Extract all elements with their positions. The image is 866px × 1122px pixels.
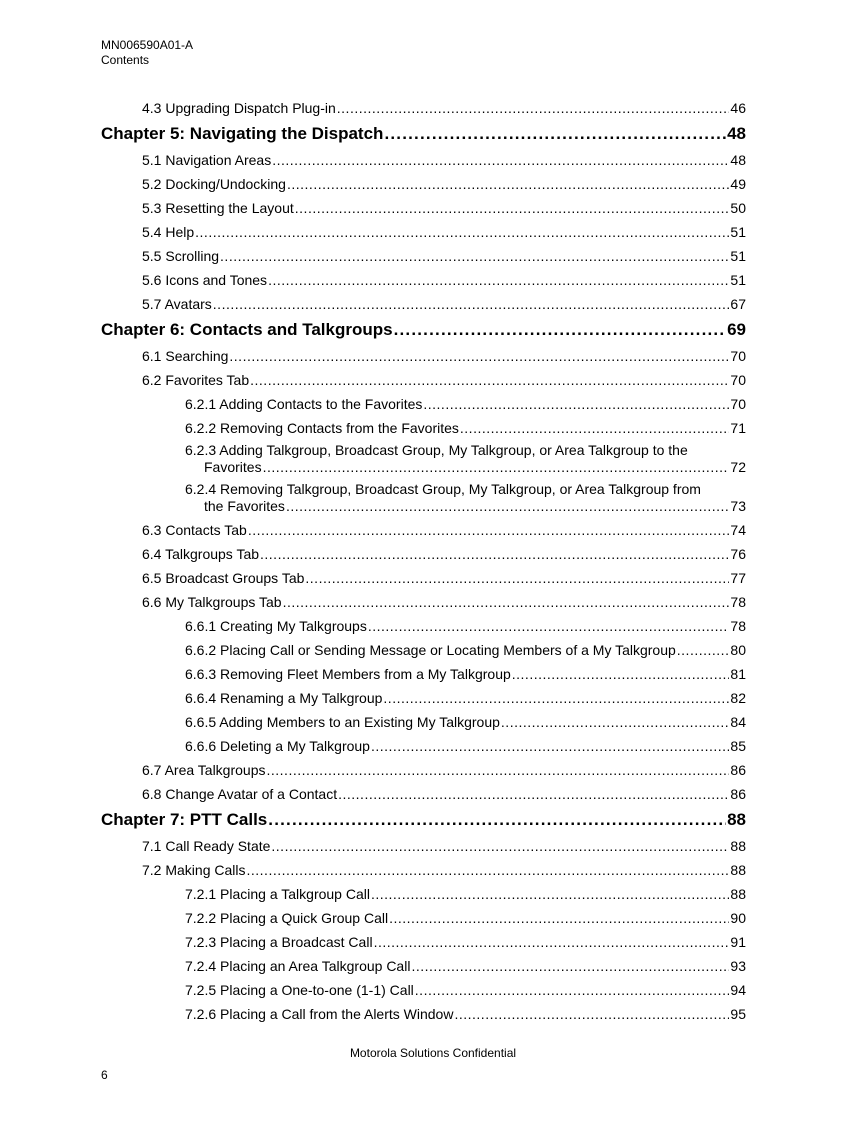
toc-entry-page: 73 bbox=[730, 498, 746, 514]
toc-entry[interactable] bbox=[101, 365, 746, 389]
toc-entry-page: 80 bbox=[730, 642, 746, 658]
toc-entry[interactable] bbox=[101, 563, 746, 587]
toc-entry-title: 6.2.4 Removing Talkgroup, Broadcast Group, My Talkgroup, or Area Talkgroup from bbox=[185, 481, 701, 497]
dot-leader bbox=[195, 223, 729, 241]
toc-entry[interactable] bbox=[101, 193, 746, 217]
toc-entry[interactable] bbox=[101, 707, 746, 731]
dot-leader bbox=[248, 521, 730, 539]
toc-entry[interactable] bbox=[101, 217, 746, 241]
toc-entry[interactable] bbox=[101, 515, 746, 539]
toc-entry-title: 7.2.4 Placing an Area Talkgroup Call bbox=[185, 958, 411, 974]
toc-entry[interactable] bbox=[101, 145, 746, 169]
dot-leader bbox=[272, 151, 729, 169]
toc-entry-title: 6.2.2 Removing Contacts from the Favorites bbox=[185, 420, 459, 436]
toc-entry[interactable] bbox=[101, 635, 746, 659]
toc-entry-title: 5.1 Navigation Areas bbox=[142, 152, 272, 168]
toc-entry-page: 70 bbox=[730, 348, 746, 364]
toc-entry-page: 81 bbox=[730, 666, 746, 682]
toc-entry-title: 6.6.2 Placing Call or Sending Message or Locating Members of a My Talkgroup bbox=[185, 642, 676, 658]
dot-leader bbox=[220, 247, 729, 265]
dot-leader bbox=[371, 737, 729, 755]
toc-entry-page: 46 bbox=[730, 100, 746, 116]
toc-entry-page: 48 bbox=[727, 124, 746, 143]
toc-entry-title: 5.5 Scrolling bbox=[142, 248, 220, 264]
toc-entry-page: 82 bbox=[730, 690, 746, 706]
dot-leader bbox=[374, 933, 730, 951]
toc-entry-page: 88 bbox=[730, 886, 746, 902]
toc-entry-title: 6.6.6 Deleting a My Talkgroup bbox=[185, 738, 370, 754]
dot-leader bbox=[263, 459, 730, 476]
toc-entry[interactable] bbox=[101, 975, 746, 999]
toc-entry[interactable] bbox=[101, 539, 746, 563]
toc-entry-page: 86 bbox=[730, 762, 746, 778]
toc-entry[interactable] bbox=[101, 731, 746, 755]
toc-entry-page: 51 bbox=[730, 248, 746, 264]
toc-entry-page: 70 bbox=[730, 372, 746, 388]
toc-entry-title: Chapter 7: PTT Calls bbox=[101, 810, 268, 829]
toc-entry-page: 51 bbox=[730, 272, 746, 288]
toc-entry-title: 5.4 Help bbox=[142, 224, 195, 240]
dot-leader bbox=[677, 641, 730, 659]
dot-leader bbox=[267, 761, 730, 779]
toc-entry-title: 7.1 Call Ready State bbox=[142, 838, 271, 854]
section-name: Contents bbox=[101, 53, 150, 67]
dot-leader bbox=[271, 837, 729, 855]
toc-entry-title: 6.6.4 Renaming a My Talkgroup bbox=[185, 690, 383, 706]
toc-entry[interactable] bbox=[101, 476, 746, 515]
toc-entry-page: 88 bbox=[730, 838, 746, 854]
toc-entry-page: 95 bbox=[730, 1006, 746, 1022]
toc-entry-title: 7.2 Making Calls bbox=[142, 862, 246, 878]
toc-entry-title: 7.2.5 Placing a One-to-one (1-1) Call bbox=[185, 982, 414, 998]
dot-leader bbox=[368, 617, 730, 635]
dot-leader bbox=[286, 498, 729, 515]
dot-leader bbox=[338, 785, 729, 803]
dot-leader bbox=[229, 347, 729, 365]
toc-entry-page: 86 bbox=[730, 786, 746, 802]
dot-leader bbox=[460, 419, 730, 437]
dot-leader bbox=[337, 99, 730, 117]
toc-entry[interactable] bbox=[101, 265, 746, 289]
table-of-contents bbox=[101, 93, 746, 1023]
toc-entry-title-continued: the Favorites bbox=[204, 498, 285, 514]
toc-entry[interactable] bbox=[101, 999, 746, 1023]
dot-leader bbox=[501, 713, 730, 731]
toc-entry[interactable] bbox=[101, 341, 746, 365]
dot-leader bbox=[411, 957, 729, 975]
toc-entry-page: 48 bbox=[730, 152, 746, 168]
toc-entry-page: 91 bbox=[730, 934, 746, 950]
toc-entry-page: 90 bbox=[730, 910, 746, 926]
document-id: MN006590A01-A bbox=[101, 38, 194, 52]
toc-entry-page: 88 bbox=[730, 862, 746, 878]
toc-entry-page: 69 bbox=[727, 320, 746, 339]
toc-entry-title: 6.2.3 Adding Talkgroup, Broadcast Group, My Talkgroup, or Area Talkgroup to the bbox=[185, 442, 688, 458]
toc-chapter[interactable] bbox=[101, 803, 746, 831]
dot-leader bbox=[287, 175, 729, 193]
toc-entry[interactable] bbox=[101, 587, 746, 611]
toc-entry[interactable] bbox=[101, 93, 746, 117]
toc-entry-title: 6.2.1 Adding Contacts to the Favorites bbox=[185, 396, 423, 412]
toc-entry[interactable] bbox=[101, 855, 746, 879]
dot-leader bbox=[268, 809, 726, 831]
toc-entry-page: 70 bbox=[730, 396, 746, 412]
toc-entry[interactable] bbox=[101, 879, 746, 903]
toc-entry-title: 5.3 Resetting the Layout bbox=[142, 200, 294, 216]
dot-leader bbox=[454, 1005, 729, 1023]
toc-entry[interactable] bbox=[101, 437, 746, 476]
toc-entry[interactable] bbox=[101, 831, 746, 855]
toc-entry-title-continued: Favorites bbox=[204, 459, 262, 475]
toc-entry-title: 7.2.2 Placing a Quick Group Call bbox=[185, 910, 389, 926]
toc-entry-title: 6.7 Area Talkgroups bbox=[142, 762, 266, 778]
toc-entry-page: 49 bbox=[730, 176, 746, 192]
toc-entry-page: 72 bbox=[730, 459, 746, 475]
dot-leader bbox=[250, 371, 729, 389]
toc-chapter[interactable] bbox=[101, 117, 746, 145]
toc-entry-title: 6.6 My Talkgroups Tab bbox=[142, 594, 282, 610]
toc-entry-title: Chapter 5: Navigating the Dispatch bbox=[101, 124, 384, 143]
toc-entry[interactable] bbox=[101, 683, 746, 707]
toc-entry-page: 71 bbox=[730, 420, 746, 436]
dot-leader bbox=[247, 861, 730, 879]
toc-entry[interactable] bbox=[101, 389, 746, 413]
toc-entry[interactable] bbox=[101, 755, 746, 779]
toc-entry-title: 5.6 Icons and Tones bbox=[142, 272, 268, 288]
dot-leader bbox=[423, 395, 729, 413]
dot-leader bbox=[305, 569, 729, 587]
toc-entry[interactable] bbox=[101, 903, 746, 927]
toc-entry-title: Chapter 6: Contacts and Talkgroups bbox=[101, 320, 393, 339]
toc-entry-page: 67 bbox=[730, 296, 746, 312]
toc-entry-page: 93 bbox=[730, 958, 746, 974]
toc-entry-title: 6.6.5 Adding Members to an Existing My Talkgroup bbox=[185, 714, 500, 730]
toc-entry[interactable] bbox=[101, 241, 746, 265]
toc-entry-title: 6.5 Broadcast Groups Tab bbox=[142, 570, 305, 586]
toc-entry-title: 6.1 Searching bbox=[142, 348, 229, 364]
confidential-footer: Motorola Solutions Confidential bbox=[349, 1046, 517, 1060]
toc-entry[interactable] bbox=[101, 779, 746, 803]
toc-entry[interactable] bbox=[101, 611, 746, 635]
dot-leader bbox=[383, 689, 729, 707]
dot-leader bbox=[384, 123, 726, 145]
toc-entry-title: 6.8 Change Avatar of a Contact bbox=[142, 786, 338, 802]
toc-entry[interactable] bbox=[101, 413, 746, 437]
toc-entry-title: 7.2.6 Placing a Call from the Alerts Window bbox=[185, 1006, 454, 1022]
toc-entry-page: 94 bbox=[730, 982, 746, 998]
toc-entry-page: 51 bbox=[730, 224, 746, 240]
toc-entry-page: 50 bbox=[730, 200, 746, 216]
toc-entry-page: 78 bbox=[730, 594, 746, 610]
toc-entry-title: 7.2.3 Placing a Broadcast Call bbox=[185, 934, 373, 950]
toc-entry-title: 6.6.1 Creating My Talkgroups bbox=[185, 618, 367, 634]
toc-entry[interactable] bbox=[101, 927, 746, 951]
dot-leader bbox=[295, 199, 730, 217]
toc-entry-page: 76 bbox=[730, 546, 746, 562]
toc-entry-title: 6.6.3 Removing Fleet Members from a My Talkgroup bbox=[185, 666, 511, 682]
toc-entry-title: 5.2 Docking/Undocking bbox=[142, 176, 286, 192]
toc-entry-title: 4.3 Upgrading Dispatch Plug-in bbox=[142, 100, 336, 116]
page-number: 6 bbox=[101, 1068, 108, 1082]
toc-entry-page: 77 bbox=[730, 570, 746, 586]
dot-leader bbox=[268, 271, 729, 289]
toc-entry-title: 6.4 Talkgroups Tab bbox=[142, 546, 260, 562]
toc-entry-title: 6.3 Contacts Tab bbox=[142, 522, 247, 538]
dot-leader bbox=[512, 665, 730, 683]
toc-entry-page: 88 bbox=[727, 810, 746, 829]
dot-leader bbox=[260, 545, 729, 563]
toc-entry-page: 85 bbox=[730, 738, 746, 754]
dot-leader bbox=[389, 909, 729, 927]
toc-chapter[interactable] bbox=[101, 313, 746, 341]
dot-leader bbox=[283, 593, 730, 611]
toc-entry-title: 7.2.1 Placing a Talkgroup Call bbox=[185, 886, 370, 902]
toc-entry[interactable] bbox=[101, 951, 746, 975]
toc-entry-title: 5.7 Avatars bbox=[142, 296, 212, 312]
dot-leader bbox=[394, 319, 727, 341]
toc-entry-title: 6.2 Favorites Tab bbox=[142, 372, 250, 388]
dot-leader bbox=[213, 295, 730, 313]
toc-entry-page: 74 bbox=[730, 522, 746, 538]
toc-entry-page: 84 bbox=[730, 714, 746, 730]
page-header bbox=[101, 38, 193, 68]
toc-entry[interactable] bbox=[101, 659, 746, 683]
dot-leader bbox=[415, 981, 730, 999]
toc-entry[interactable] bbox=[101, 169, 746, 193]
toc-entry-page: 78 bbox=[730, 618, 746, 634]
toc-entry[interactable] bbox=[101, 289, 746, 313]
dot-leader bbox=[371, 885, 729, 903]
